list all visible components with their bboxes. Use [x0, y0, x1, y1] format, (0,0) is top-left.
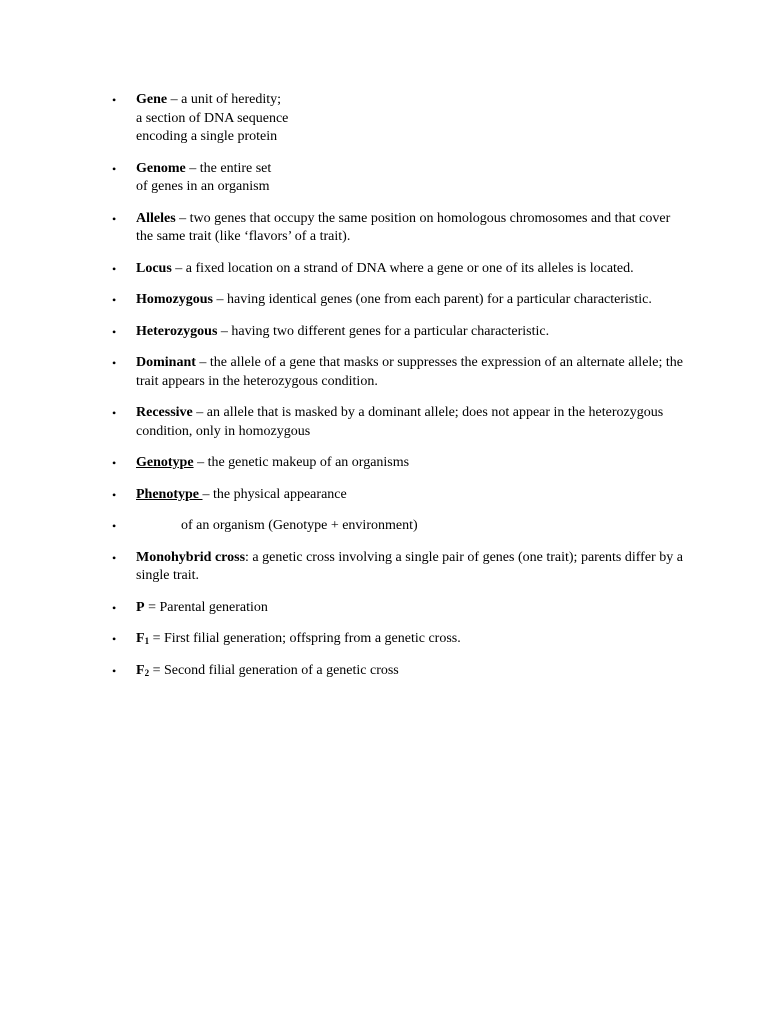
bullet: •	[112, 261, 117, 276]
list-item-genome	[110, 160, 685, 197]
definition-text: – an allele that is masked by a dominant allele; does not appear in the heterozygous condition, only in homozygous	[136, 405, 664, 439]
bullet: •	[112, 356, 117, 370]
term-alleles: Alleles	[136, 210, 176, 226]
term-f1	[136, 631, 149, 646]
definition-line: – a unit of heredity;	[167, 92, 282, 107]
definition-text: – the physical appearance	[202, 486, 347, 502]
term-subscript: 2	[144, 667, 150, 678]
bullet: •	[112, 632, 117, 646]
bullet: •	[112, 456, 117, 470]
term-subscript: 1	[144, 636, 150, 646]
term-heterozygous: Heterozygous	[136, 323, 218, 339]
bullet: •	[112, 600, 117, 615]
bullet: •	[112, 93, 117, 107]
list-item-locus	[110, 260, 685, 279]
list-item-gene	[110, 91, 685, 147]
definition-line: – the entire set	[185, 160, 272, 176]
bullet: •	[112, 211, 117, 226]
term-recessive: Recessive	[136, 405, 193, 420]
list-item-homozygous	[110, 291, 685, 310]
definition-text: – the allele of a gene that masks or suppresses the expression of an alternate allele; the trait appears in the heterozygous condition.	[136, 355, 684, 389]
bullet: •	[112, 487, 117, 502]
list-item-genotype	[110, 454, 685, 473]
term-monohybrid-cross: Monohybrid cross	[136, 549, 246, 565]
bullet: •	[112, 161, 117, 176]
bullet: •	[112, 406, 117, 420]
list-item-heterozygous	[110, 323, 685, 342]
list-item-phenotype-continued	[110, 517, 685, 536]
list-item-p	[110, 599, 685, 618]
definition-text: – having identical genes (one from each parent) for a particular characteristic.	[213, 292, 652, 307]
bullet: •	[112, 663, 117, 678]
list-item-recessive	[110, 404, 685, 441]
definition-text: = First filial generation; offspring from a genetic cross.	[149, 631, 461, 646]
term-genome: Genome	[136, 160, 186, 176]
bullet: •	[112, 293, 117, 307]
definition-text: – having two different genes for a particular characteristic.	[217, 323, 550, 339]
glossary-list	[110, 91, 685, 693]
definition-line: of genes in an organism	[136, 179, 270, 194]
definition-text: – two genes that occupy the same position on homologous chromosomes and that cover the same trait (like ‘flavors’ of a trait).	[136, 210, 671, 244]
term-letter: F	[136, 631, 145, 646]
term-p: P	[136, 599, 145, 615]
term-locus: Locus	[136, 260, 172, 276]
definition-line: a section of DNA sequence	[136, 110, 289, 126]
bullet: •	[112, 550, 117, 565]
term-gene: Gene	[136, 92, 168, 107]
definition-text: – the genetic makeup of an organisms	[193, 455, 410, 470]
definition-text: : a genetic cross involving a single pair of genes (one trait); parents differ by a single trait.	[136, 549, 683, 583]
term-f2	[136, 663, 149, 678]
list-item-phenotype	[110, 486, 685, 505]
list-item-f1	[110, 630, 685, 649]
list-item-monohybrid-cross	[110, 549, 685, 586]
list-item-dominant	[110, 354, 685, 391]
definition-text: – a fixed location on a strand of DNA where a gene or one of its alleles is located.	[171, 260, 634, 276]
bullet: •	[112, 519, 117, 533]
definition-line: encoding a single protein	[136, 129, 278, 144]
bullet: •	[112, 324, 117, 339]
list-item-alleles	[110, 210, 685, 247]
term-genotype: Genotype	[136, 455, 194, 470]
term-homozygous: Homozygous	[136, 292, 213, 307]
definition-text: = Second filial generation of a genetic cross	[149, 662, 399, 678]
definition-text: = Parental generation	[144, 599, 268, 615]
term-phenotype: Phenotype	[136, 486, 203, 502]
term-dominant: Dominant	[136, 355, 196, 370]
definition-text: of an organism (Genotype + environment)	[181, 518, 418, 533]
list-item-f2	[110, 662, 685, 681]
term-letter: F	[136, 662, 145, 678]
